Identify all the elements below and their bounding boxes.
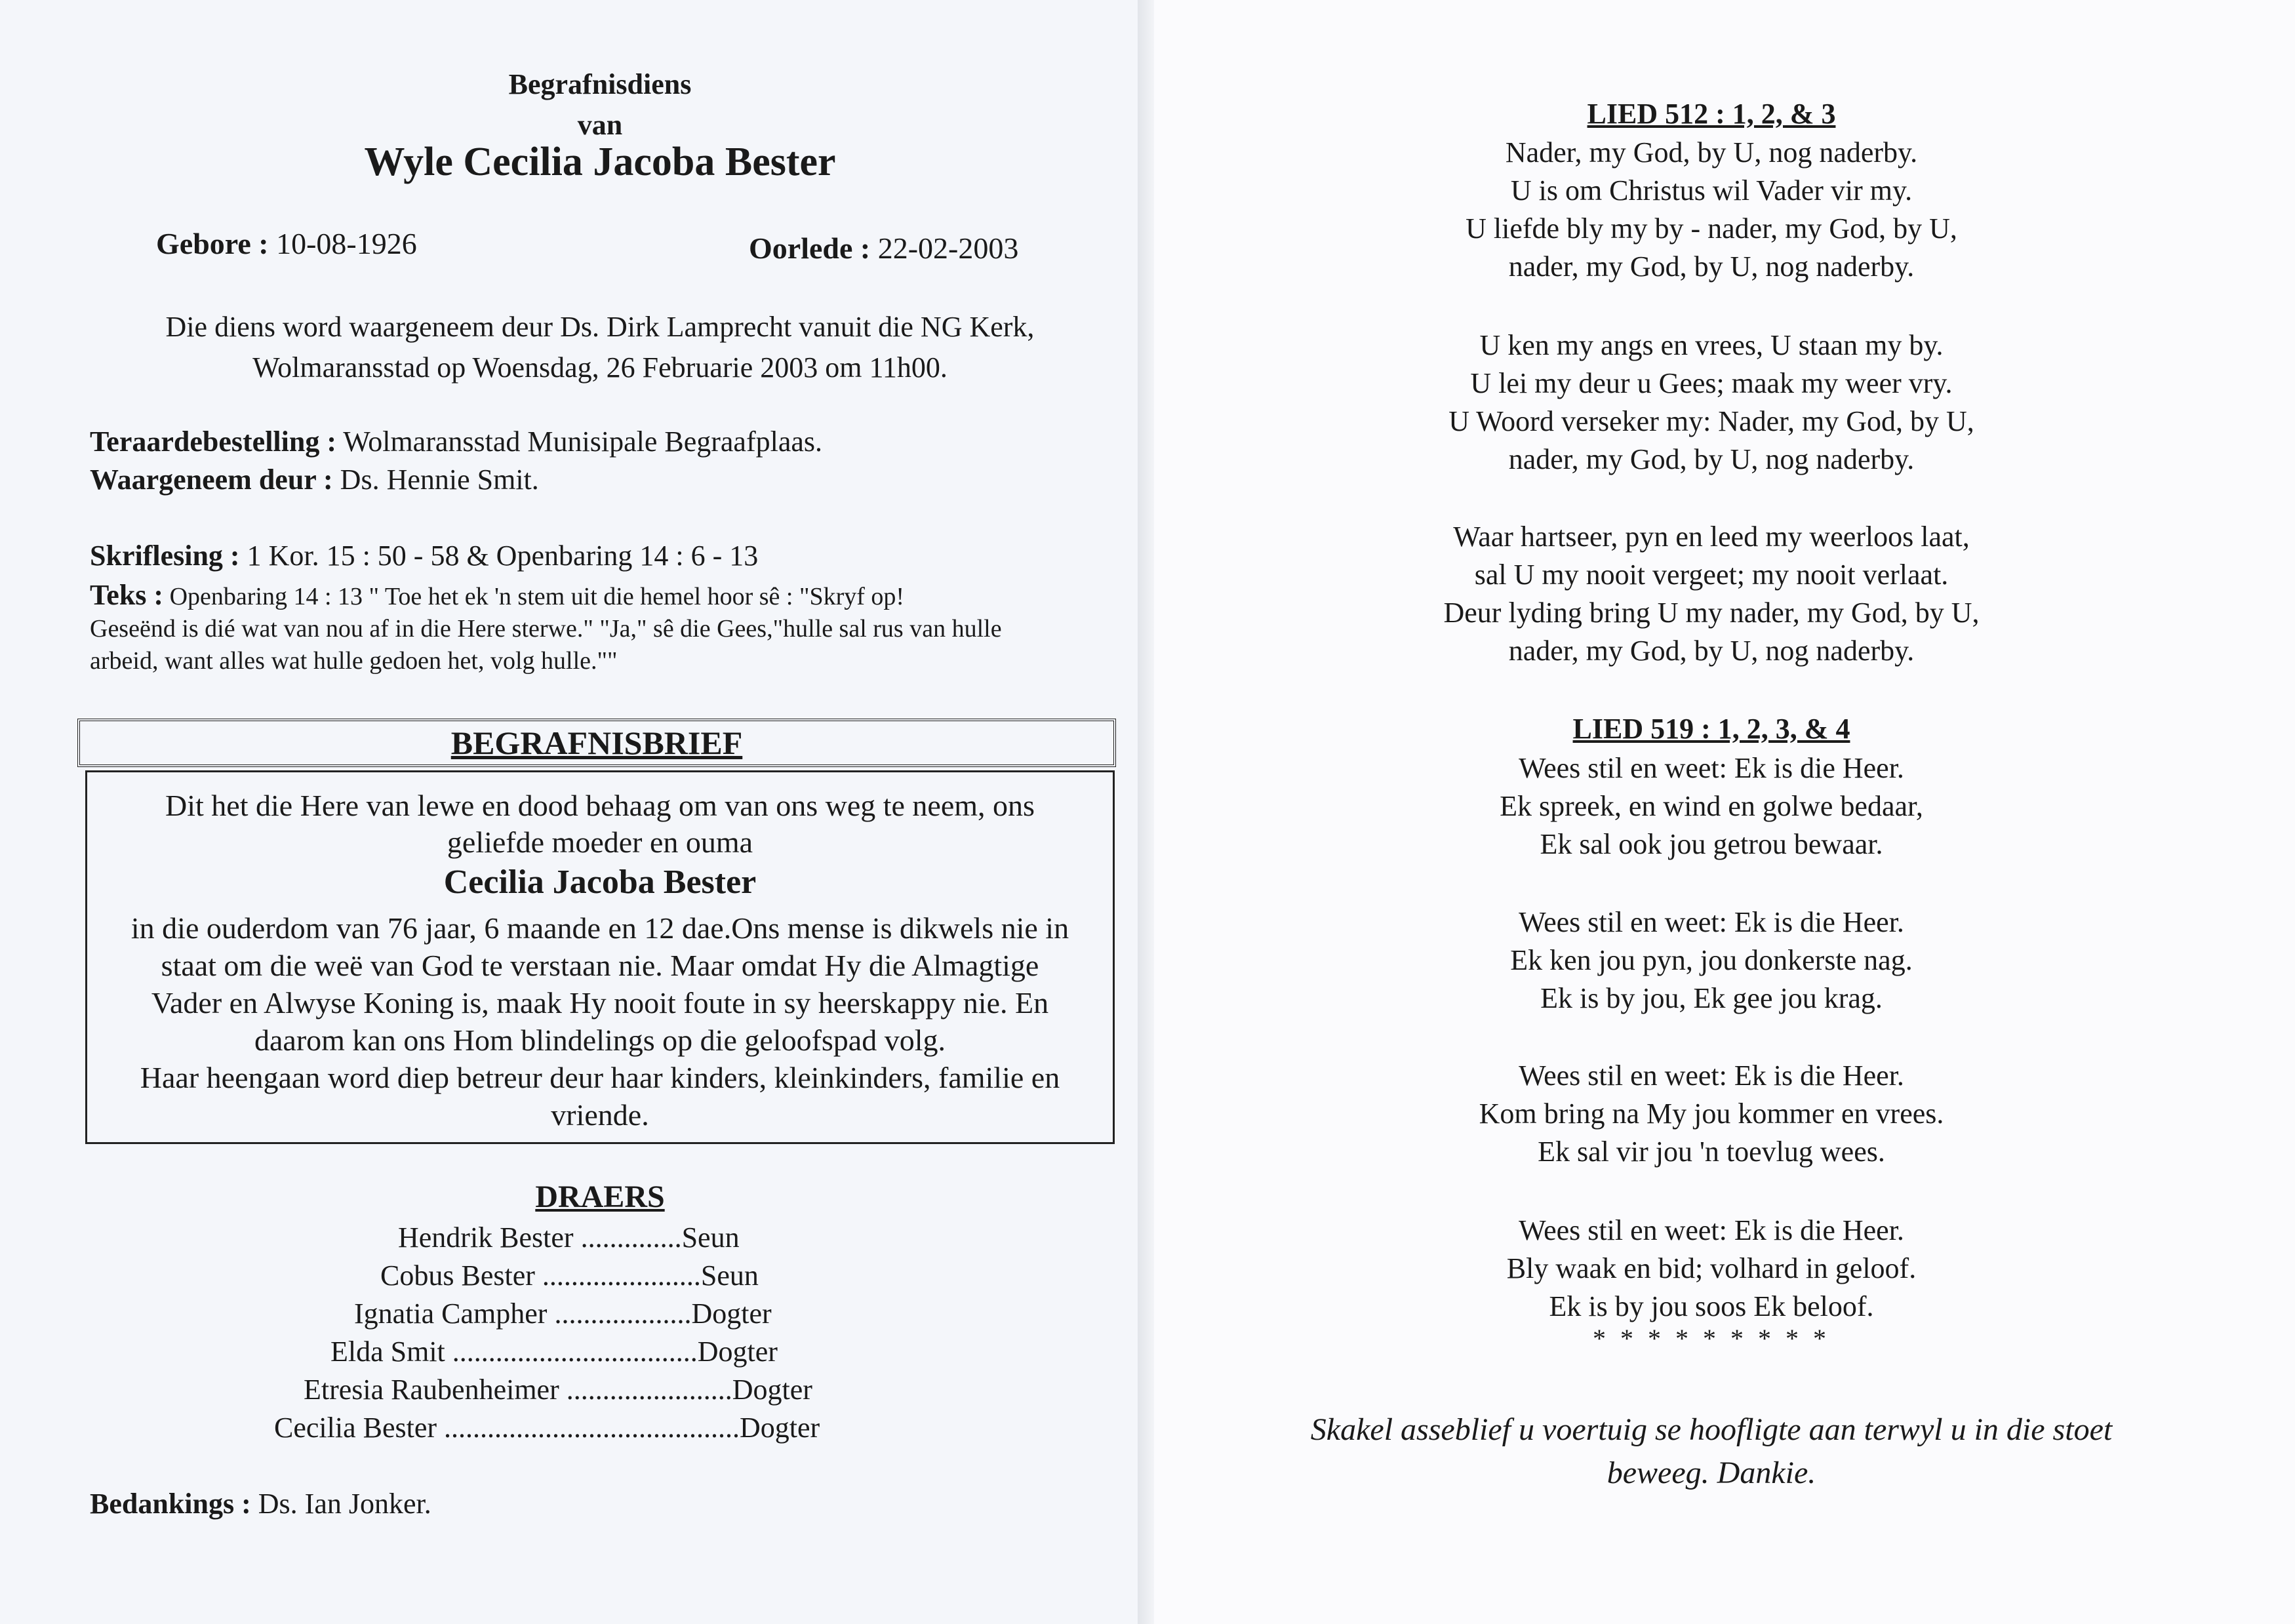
burial-info xyxy=(90,423,822,499)
verse-line: Bly waak en bid; volhard in geloof. xyxy=(1506,1252,1917,1284)
death-date: 22-02-2003 xyxy=(877,231,1019,265)
officiant-label: Waargeneem deur : xyxy=(90,464,333,496)
letter-line: staat om die weë van God te verstaan nie. Maar omdat Hy die Almagtige xyxy=(161,949,1039,982)
deceased-title: Wyle Cecilia Jacoba Bester xyxy=(364,140,836,184)
letter-line: daarom kan ons Hom blindelings op die geloofspad volg. xyxy=(254,1023,946,1057)
verse-line: Ek spreek, en wind en golwe bedaar, xyxy=(1500,790,1923,822)
letter-line: Dit het die Here van lewe en dood behaag om van ons weg te neem, ons xyxy=(165,789,1035,822)
service-title xyxy=(0,64,1200,146)
verse-line: Wees stil en weet: Ek is die Heer. xyxy=(1519,1214,1904,1246)
hymn1-heading: LIED 512 : 1, 2, & 3 xyxy=(1587,98,1836,130)
letter-body xyxy=(85,909,1115,1134)
hymn1-verse1 xyxy=(1325,134,2098,286)
hymn2-verse4 xyxy=(1325,1212,2098,1326)
verse-line: Kom bring na My jou kommer en vrees. xyxy=(1479,1098,1944,1130)
text-label: Teks : xyxy=(90,579,164,611)
bearers-heading: DRAERS xyxy=(535,1179,665,1214)
death-label: Oorlede : xyxy=(749,231,871,265)
text-line: Geseënd is dié wat van nou af in die Here sterwe." "Ja," sê die Gees,"hulle sal rus van hulle xyxy=(90,615,1002,643)
verse-line: Ek is by jou, Ek gee jou krag. xyxy=(1540,982,1883,1014)
hymn2-verse1 xyxy=(1325,749,2098,863)
divider-stars: * * * * * * * * * xyxy=(1593,1324,1830,1353)
letter-line: Vader en Alwyse Koning is, maak Hy nooit foute in sy heerskappy nie. En xyxy=(151,986,1049,1020)
verse-line: U Woord verseker my: Nader, my God, by U, xyxy=(1448,405,1974,437)
verse-line: U is om Christus wil Vader vir my. xyxy=(1510,174,1913,207)
verse-line: Wees stil en weet: Ek is die Heer. xyxy=(1519,1060,1904,1092)
reading-value: 1 Kor. 15 : 50 - 58 & Openbaring 14 : 6 - 13 xyxy=(247,540,759,572)
verse-line: Ek sal ook jou getrou bewaar. xyxy=(1540,828,1883,860)
service-details xyxy=(39,307,1161,388)
verse-line: nader, my God, by U, nog naderby. xyxy=(1508,635,1915,667)
bearer-item: Cobus Bester ......................Seun xyxy=(380,1259,759,1292)
verse-line: Nader, my God, by U, nog naderby. xyxy=(1505,136,1918,168)
verse-line: U ken my angs en vrees, U staan my by. xyxy=(1479,329,1944,361)
hymn1-verse3 xyxy=(1325,518,2098,670)
verse-line: Waar hartseer, pyn en leed my weerloos laat, xyxy=(1453,521,1970,553)
letter-line: vriende. xyxy=(551,1098,649,1132)
thanks-label: Bedankings : xyxy=(90,1488,251,1520)
bearer-item: Ignatia Campher ...................Dogter xyxy=(354,1297,772,1330)
text-line: Openbaring 14 : 13 " Toe het ek 'n stem uit die hemel hoor sê : "Skryf op! xyxy=(169,583,905,610)
letter-line: geliefde moeder en ouma xyxy=(447,825,753,859)
verse-line: Ek sal vir jou 'n toevlug wees. xyxy=(1538,1136,1885,1168)
reading-label: Skriflesing : xyxy=(90,540,240,572)
hymn2-verse2 xyxy=(1325,903,2098,1018)
page-fold xyxy=(1138,0,1154,1624)
notice-line: beweeg. Dankie. xyxy=(1606,1456,1816,1490)
verse-line: U liefde bly my by - nader, my God, by U, xyxy=(1466,212,1957,245)
verse-line: Wees stil en weet: Ek is die Heer. xyxy=(1519,906,1904,938)
verse-line: Wees stil en weet: Ek is die Heer. xyxy=(1519,752,1904,784)
service-line: Wolmaransstad op Woensdag, 26 Februarie 2003 om 11h00. xyxy=(252,351,948,384)
thanks-value: Ds. Ian Jonker. xyxy=(258,1488,431,1520)
birth-label: Gebore : xyxy=(156,227,269,260)
death-info xyxy=(749,231,1018,266)
verse-line: Deur lyding bring U my nader, my God, by U, xyxy=(1443,597,1980,629)
text-line: arbeid, want alles wat hulle gedoen het, volg hulle."" xyxy=(90,647,618,675)
verse-line: Ek is by jou soos Ek beloof. xyxy=(1549,1290,1874,1322)
thanks-info xyxy=(90,1487,431,1520)
letter-line: Haar heengaan word diep betreur deur haar kinders, kleinkinders, familie en xyxy=(140,1061,1060,1094)
verse-line: sal U my nooit vergeet; my nooit verlaat. xyxy=(1474,559,1949,591)
letter-intro xyxy=(85,787,1115,861)
bearer-item: Cecilia Bester .........................................Dogter xyxy=(274,1412,820,1444)
service-line: Die diens word waargeneem deur Ds. Dirk Lamprecht vanuit die NG Kerk, xyxy=(165,311,1035,343)
scripture-reading xyxy=(90,539,758,572)
service-title-line1: Begrafnisdiens xyxy=(508,68,692,100)
bearer-item: Etresia Raubenheimer .......................Dogter xyxy=(304,1374,812,1406)
burial-label: Teraardebestelling : xyxy=(90,426,336,458)
hymn1-verse2 xyxy=(1325,327,2098,479)
verse-line: nader, my God, by U, nog naderby. xyxy=(1508,250,1915,283)
burial-value: Wolmaransstad Munisipale Begraafplaas. xyxy=(343,426,823,458)
letter-name: Cecilia Jacoba Bester xyxy=(443,863,757,901)
letter-line: in die ouderdom van 76 jaar, 6 maande en 12 dae.Ons mense is dikwels nie in xyxy=(130,911,1069,945)
letter-heading: BEGRAFNISBRIEF xyxy=(450,724,743,761)
verse-line: Ek ken jou pyn, jou donkerste nag. xyxy=(1510,944,1913,976)
officiant-value: Ds. Hennie Smit. xyxy=(340,464,539,496)
bearer-item: Hendrik Bester ..............Seun xyxy=(398,1221,740,1254)
hymn2-verse3 xyxy=(1325,1057,2098,1171)
birth-date: 10-08-1926 xyxy=(276,227,417,260)
birth-info xyxy=(156,226,417,261)
notice-line: Skakel asseblief u voertuig se hoofligte aan terwyl u in die stoet xyxy=(1310,1412,2113,1447)
verse-line: U lei my deur u Gees; maak my weer vry. xyxy=(1470,367,1953,399)
verse-line: nader, my God, by U, nog naderby. xyxy=(1508,443,1915,475)
sermon-text xyxy=(90,579,1165,677)
headlights-notice xyxy=(1200,1408,2223,1495)
service-title-line2: van xyxy=(577,109,623,141)
hymn2-heading: LIED 519 : 1, 2, 3, & 4 xyxy=(1572,713,1850,745)
bearer-item: Elda Smit ..................................Dogter xyxy=(330,1336,778,1368)
